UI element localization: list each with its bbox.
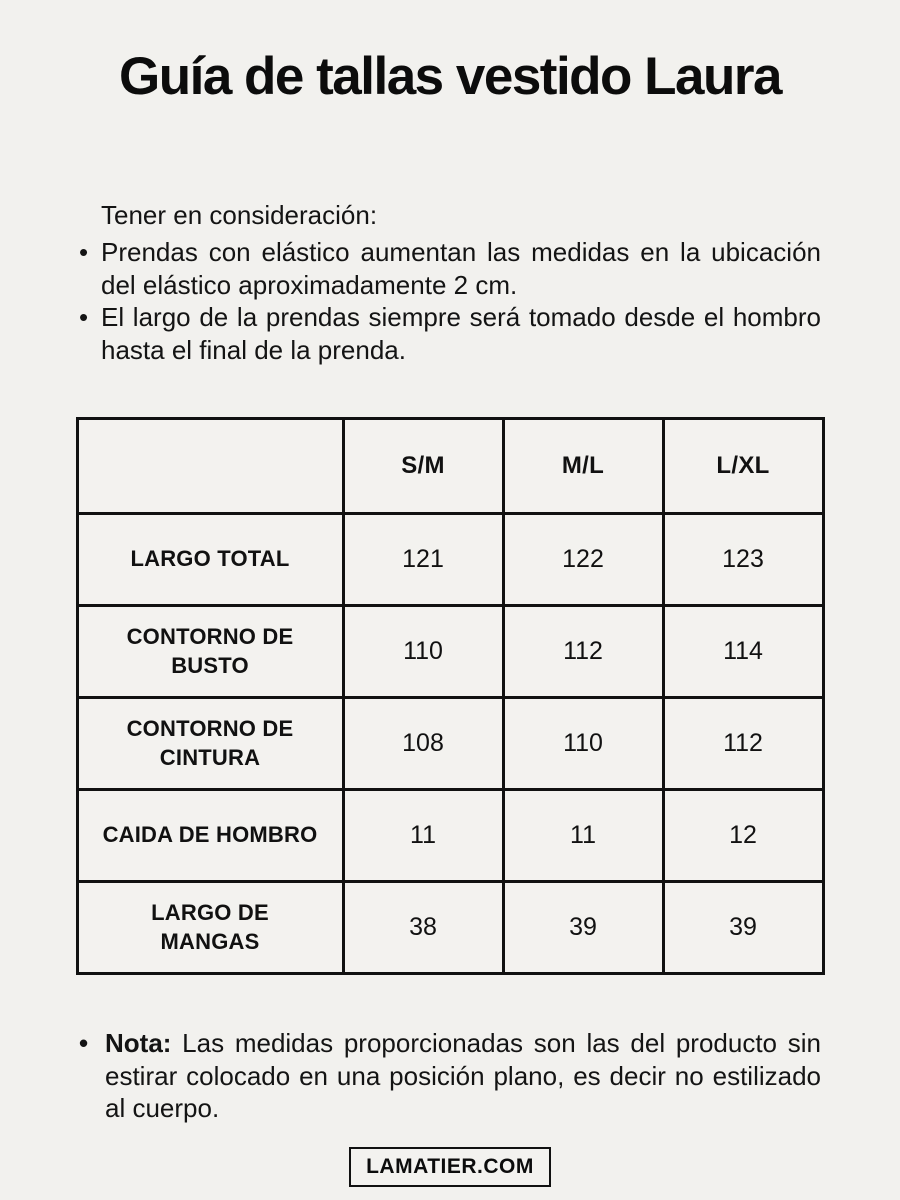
measurement-value: 39 (503, 881, 663, 973)
measurement-label: CONTORNO DE BUSTO (77, 605, 343, 697)
measurement-value: 122 (503, 513, 663, 605)
considerations-list (79, 236, 821, 367)
table-row (77, 789, 823, 881)
measurement-label: CONTORNO DE CINTURA (77, 697, 343, 789)
measurement-value: 123 (663, 513, 823, 605)
table-row (77, 881, 823, 973)
measurement-value: 11 (503, 789, 663, 881)
table-header-row (77, 418, 823, 513)
measurement-label: LARGO DE MANGAS (77, 881, 343, 973)
measurement-value: 39 (663, 881, 823, 973)
size-table (76, 417, 825, 975)
measurement-value: 112 (663, 697, 823, 789)
measurement-value: 114 (663, 605, 823, 697)
note-label: Nota: (105, 1027, 172, 1058)
table-row (77, 697, 823, 789)
size-column-header: M/L (503, 418, 663, 513)
measurement-value: 12 (663, 789, 823, 881)
measurement-value: 121 (343, 513, 503, 605)
measurement-value: 110 (343, 605, 503, 697)
table-corner-cell (77, 418, 343, 513)
table-row (77, 605, 823, 697)
measurement-label: CAIDA DE HOMBRO (77, 789, 343, 881)
measurement-value: 110 (503, 697, 663, 789)
note-text (79, 1027, 821, 1125)
size-column-header: L/XL (663, 418, 823, 513)
size-column-header: S/M (343, 418, 503, 513)
list-item: • Prendas con elástico aumentan las medidas en la ubicación del elástico aproximadamente 2 cm. (79, 236, 821, 302)
considerations-section (79, 199, 821, 367)
considerations-heading: Tener en consideración: (101, 200, 378, 230)
measurement-value: 38 (343, 881, 503, 973)
table-row (77, 513, 823, 605)
note-section (79, 1027, 821, 1125)
page-title: Guía de tallas vestido Laura (119, 47, 781, 106)
footer (0, 1147, 900, 1187)
measurement-value: 11 (343, 789, 503, 881)
measurement-label: LARGO TOTAL (77, 513, 343, 605)
list-item: • El largo de la prendas siempre será tomado desde el hombro hasta el final de la prenda. (79, 301, 821, 367)
measurement-value: 108 (343, 697, 503, 789)
measurement-value: 112 (503, 605, 663, 697)
brand-badge: LAMATIER.COM (349, 1147, 551, 1187)
note-body: Las medidas proporcionadas son las del producto sin estirar colocado en una posición plano, es decir no estilizado al cuerpo. (105, 1027, 821, 1124)
